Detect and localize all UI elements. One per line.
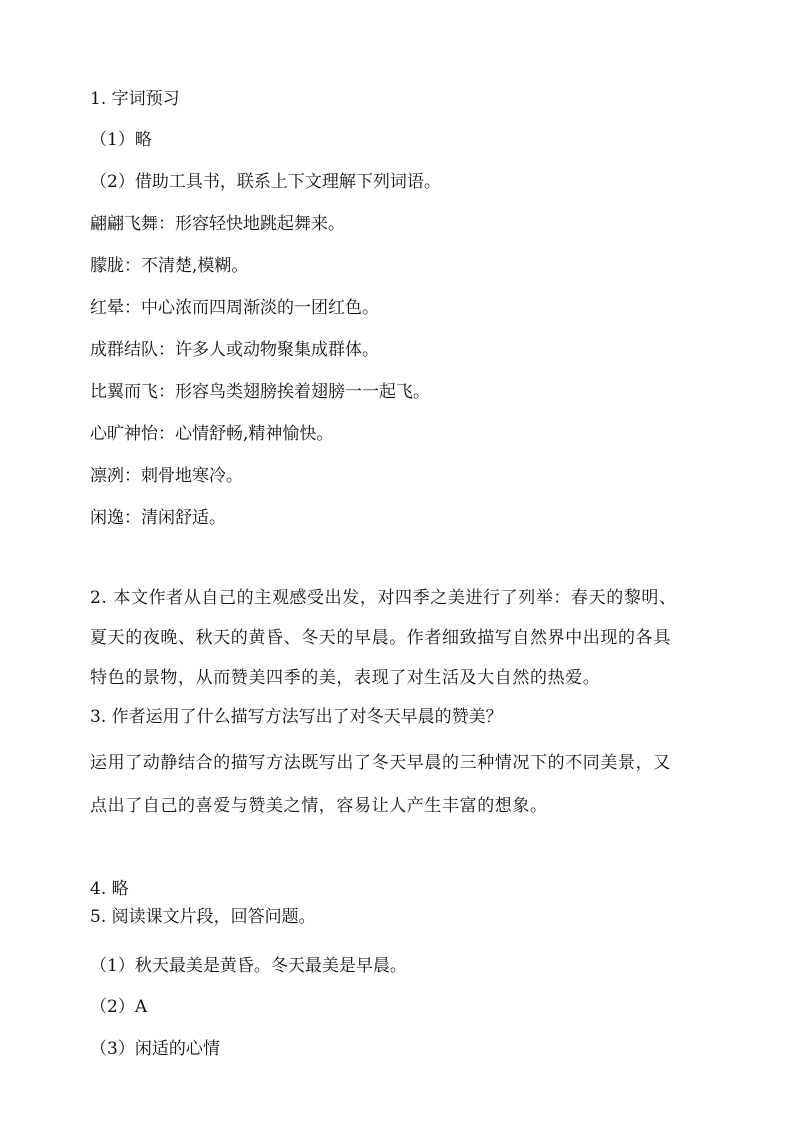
section-4-text: 4. 略	[90, 879, 129, 899]
section-2-line: 特色的景物，从而赞美四季的美，表现了对生活及大自然的热爱。	[90, 668, 601, 688]
section-3-question: 3. 作者运用了什么描写方法写出了对冬天早晨的赞美？	[90, 707, 503, 727]
section-1-heading: 1. 字词预习	[90, 89, 180, 109]
section-3-answer-line: 运用了动静结合的描写方法既写出了冬天早晨的三种情况下的不同美景，又	[90, 753, 671, 773]
term-line: 成群结队：许多人或动物聚集成群体。	[90, 340, 379, 360]
term-line: 比翼而飞：形容鸟类翅膀挨着翅膀一一起飞。	[90, 382, 430, 402]
section-1-q1: （1）略	[90, 130, 152, 150]
section-2-line: 2. 本文作者从自己的主观感受出发，对四季之美进行了列举：春天的黎明、	[90, 588, 677, 608]
term-line: 心旷神怡：心情舒畅,精神愉快。	[90, 424, 334, 444]
section-5-answer: （2）A	[90, 997, 148, 1017]
term-line: 凛冽：刺骨地寒冷。	[90, 466, 243, 486]
term-line: 红晕：中心浓而四周渐淡的一团红色。	[90, 298, 379, 318]
section-5-answer: （3）闲适的心情	[90, 1039, 220, 1059]
section-5-heading: 5. 阅读课文片段，回答问题。	[90, 907, 316, 927]
section-1-q2: （2）借助工具书，联系上下文理解下列词语。	[90, 172, 441, 192]
section-3-answer-line: 点出了自己的喜爱与赞美之情，容易让人产生丰富的想象。	[90, 796, 548, 816]
section-5-answer: （1）秋天最美是黄昏。冬天最美是早晨。	[90, 956, 407, 976]
term-line: 闲逸：清闲舒适。	[90, 508, 226, 528]
term-line: 朦胧：不清楚,模糊。	[90, 256, 249, 276]
term-line: 翩翩飞舞：形容轻快地跳起舞来。	[90, 214, 345, 234]
section-2-line: 夏天的夜晚、秋天的黄昏、冬天的早晨。作者细致描写自然界中出现的各具	[90, 628, 671, 648]
